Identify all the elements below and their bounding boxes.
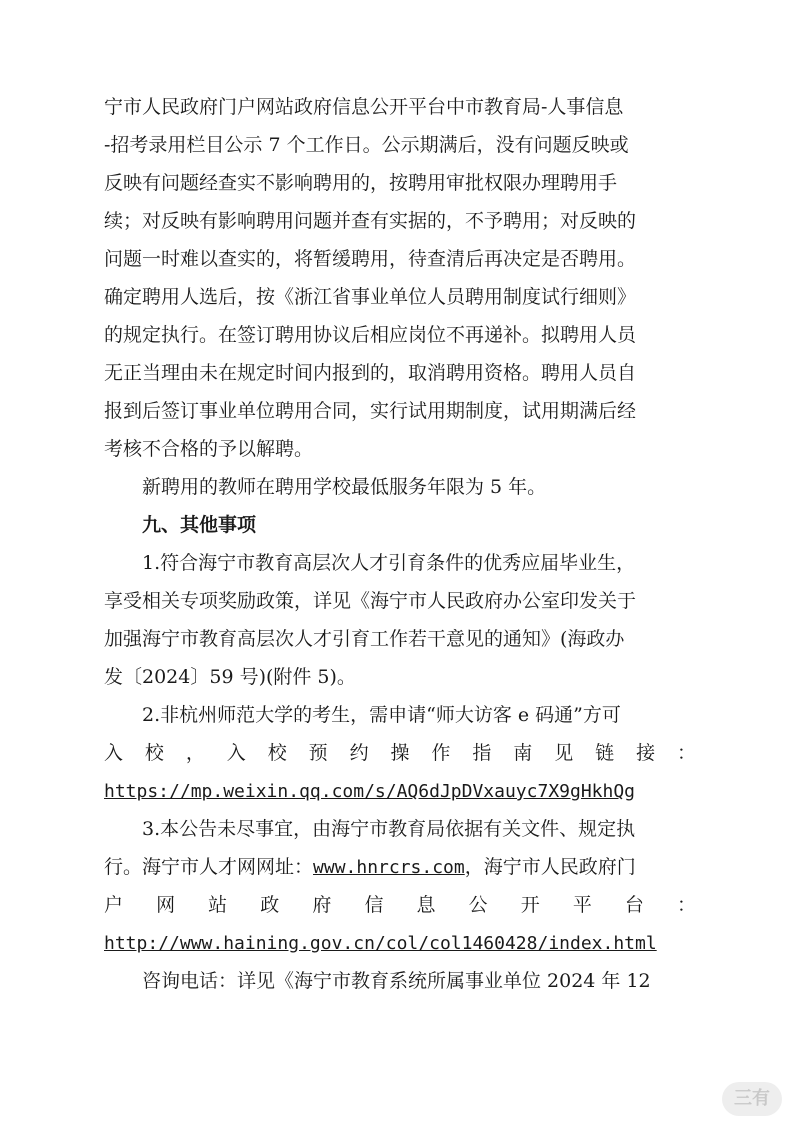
text-line: 反映有问题经查实不影响聘用的，按聘用审批权限办理聘用手 (104, 172, 618, 194)
text-line: 确定聘用人选后，按《浙江省事业单位人员聘用制度试行细则》 (104, 286, 637, 308)
text-line: 报到后签订事业单位聘用合同，实行试用期制度，试用期满后经 (104, 400, 637, 422)
item3-text: 行。海宁市人才网网址： (104, 856, 314, 878)
item1-line: 享受相关专项奖励政策，详见《海宁市人民政府办公室印发关于 (104, 590, 637, 612)
gov-portal-link[interactable]: http://www.haining.gov.cn/col/col1460428/index.html (104, 933, 657, 954)
watermark-logo: 三有 (722, 1082, 782, 1116)
item2-link-line (104, 772, 696, 810)
text-line: 宁市人民政府门户网站政府信息公开平台中市教育局-人事信息 (104, 96, 624, 118)
item2-line: 2.非杭州师范大学的考生，需申请“师大访客 e 码通”方可 (142, 704, 621, 726)
text-line: 续；对反映有影响聘用问题并查有实据的，不予聘用；对反映的 (104, 210, 637, 232)
item3-line: 3.本公告未尽事宜，由海宁市教育局依据有关文件、规定执 (142, 818, 636, 840)
text-line: 问题一时难以查实的，将暂缓聘用，待查清后再决定是否聘用。 (104, 248, 637, 270)
document-body (104, 88, 696, 1000)
item3-line: 户 网 站 政 府 信 息 公 开 平 台 ： (104, 894, 696, 916)
item2-line: 入 校 ， 入 校 预 约 操 作 指 南 见 链 接 ： (104, 742, 696, 764)
text-line: 无正当理由未在规定时间内报到的，取消聘用资格。聘用人员自 (104, 362, 637, 384)
item1-line: 发〔2024〕59 号)(附件 5)。 (104, 666, 356, 688)
item1-line: 加强海宁市教育高层次人才引育工作若干意见的通知》(海政办 (104, 628, 625, 650)
service-years-paragraph: 新聘用的教师在聘用学校最低服务年限为 5 年。 (142, 476, 547, 498)
section-heading: 九、其他事项 (142, 514, 257, 536)
item3-line (104, 848, 696, 886)
text-line: -招考录用栏目公示 7 个工作日。公示期满后，没有问题反映或 (104, 134, 629, 156)
item3-link-line (104, 924, 696, 962)
consult-line: 咨询电话：详见《海宁市教育系统所属事业单位 2024 年 12 (142, 970, 651, 992)
talent-site-link[interactable]: www.hnrcrs.com (313, 857, 465, 878)
item3-text-after: ，海宁市人民政府门 (464, 856, 636, 878)
text-line: 的规定执行。在签订聘用协议后相应岗位不再递补。拟聘用人员 (104, 324, 637, 346)
text-line: 考核不合格的予以解聘。 (104, 438, 314, 460)
item1-line: 1.符合海宁市教育高层次人才引育条件的优秀应届毕业生， (142, 552, 636, 574)
guide-link[interactable]: https://mp.weixin.qq.com/s/AQ6dJpDVxauyc7X9gHkhQg (104, 781, 636, 802)
